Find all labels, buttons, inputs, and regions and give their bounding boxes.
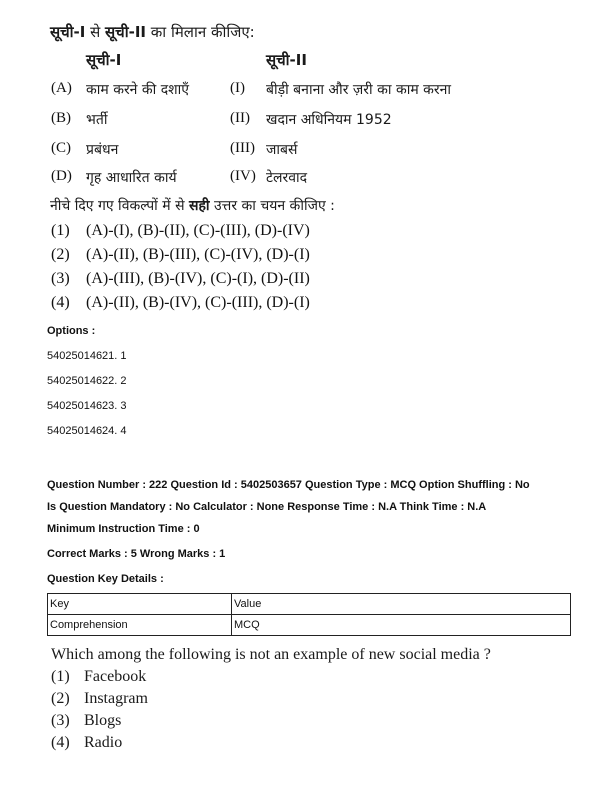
question-meta-line2: Is Question Mandatory : No Calculator : None Response Time : N.A Think Time : N.A	[47, 501, 487, 513]
answer-1-num: (1)	[51, 222, 70, 239]
answer-3-text: (A)-(III), (B)-(IV), (C)-(I), (D)-(II)	[86, 270, 310, 287]
option-item-2: 54025014622. 2	[47, 375, 127, 387]
row-a-label: (A)	[51, 80, 72, 96]
row-i-label: (I)	[230, 80, 245, 96]
match-title	[50, 22, 255, 42]
table-row	[48, 615, 571, 636]
question-text: Which among the following is not an example of new social media ?	[51, 646, 491, 663]
row-iii-label: (III)	[230, 140, 255, 156]
answer-1-text: (A)-(I), (B)-(II), (C)-(III), (D)-(IV)	[86, 222, 310, 239]
value-cell: MCQ	[232, 615, 571, 636]
row-iv-text: टेलरवाद	[266, 170, 308, 186]
answer-4-num: (4)	[51, 294, 70, 311]
question-key-details-label: Question Key Details :	[47, 573, 164, 585]
row-i-text: बीड़ी बनाना और ज़री का काम करना	[266, 82, 452, 98]
instruction-emphasis: सही	[189, 198, 210, 214]
answer-2-text: (A)-(II), (B)-(III), (C)-(IV), (D)-(I)	[86, 246, 310, 263]
instruction-start: नीचे दिए गए विकल्पों में से	[50, 198, 189, 214]
row-iv-label: (IV)	[230, 168, 256, 184]
column-heading-list2: सूची-II	[266, 51, 307, 69]
marks-line: Correct Marks : 5 Wrong Marks : 1	[47, 548, 226, 560]
choice-1-text: Facebook	[84, 668, 147, 685]
row-ii-text: खदान अधिनियम 1952	[266, 112, 392, 128]
choice-3-num: (3)	[51, 712, 70, 729]
option-item-4: 54025014624. 4	[47, 425, 127, 437]
choice-3-text: Blogs	[84, 712, 122, 729]
question-key-table	[47, 593, 571, 636]
row-ii-label: (II)	[230, 110, 250, 126]
row-d-text: गृह आधारित कार्य	[86, 170, 177, 186]
row-b-text: भर्ती	[86, 112, 108, 128]
minimum-instruction-time: Minimum Instruction Time : 0	[47, 523, 200, 535]
title-connector: से	[85, 23, 106, 41]
choice-2-text: Instagram	[84, 690, 148, 707]
value-header: Value	[232, 594, 571, 615]
column-heading-list1: सूची-I	[86, 51, 122, 69]
question-meta-line1: Question Number : 222 Question Id : 5402503657 Question Type : MCQ Option Shuffling : No	[47, 479, 530, 491]
title-list1: सूची-I	[50, 23, 86, 41]
answer-2-num: (2)	[51, 246, 70, 263]
row-a-text: काम करने की दशाएँ	[86, 82, 190, 98]
answer-4-text: (A)-(II), (B)-(IV), (C)-(III), (D)-(I)	[86, 294, 310, 311]
choice-4-text: Radio	[84, 734, 123, 751]
instruction-end: उत्तर का चयन कीजिए :	[209, 198, 335, 214]
row-iii-text: जाबर्स	[266, 142, 298, 158]
title-list2: सूची-II	[105, 23, 146, 41]
row-d-label: (D)	[51, 168, 72, 184]
key-header: Key	[48, 594, 232, 615]
row-c-text: प्रबंधन	[86, 142, 119, 158]
instruction	[50, 196, 335, 215]
row-c-label: (C)	[51, 140, 71, 156]
key-cell: Comprehension	[48, 615, 232, 636]
choice-4-num: (4)	[51, 734, 70, 751]
option-item-3: 54025014623. 3	[47, 400, 127, 412]
option-item-1: 54025014621. 1	[47, 350, 127, 362]
choice-1-num: (1)	[51, 668, 70, 685]
options-label: Options :	[47, 325, 96, 337]
table-row	[48, 594, 571, 615]
answer-3-num: (3)	[51, 270, 70, 287]
row-b-label: (B)	[51, 110, 71, 126]
title-rest: का मिलान कीजिए:	[146, 23, 255, 41]
choice-2-num: (2)	[51, 690, 70, 707]
